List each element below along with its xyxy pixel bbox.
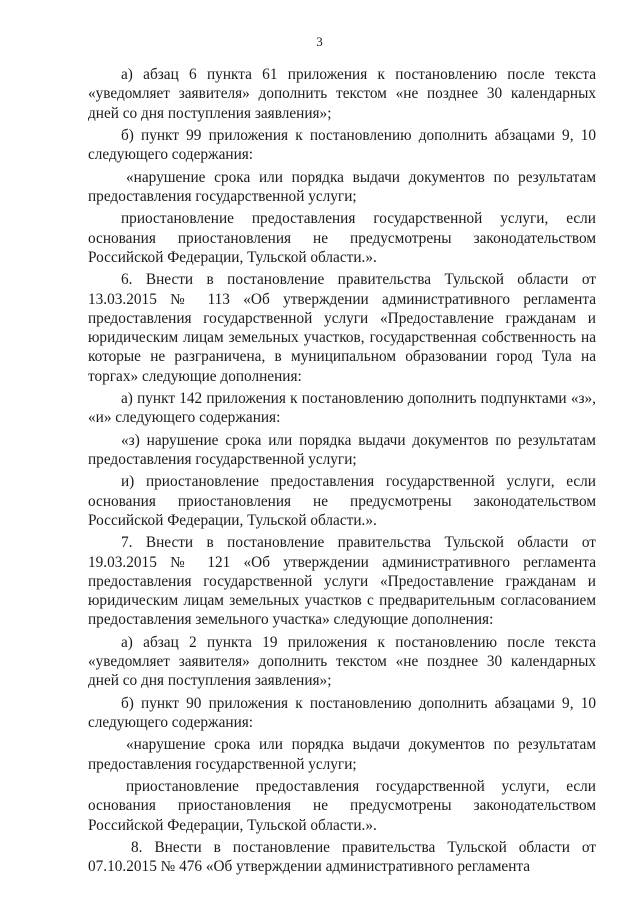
paragraph-6-z: «з) нарушение срока или порядка выдачи документов по результатам предоставления государственной услуги; (88, 431, 596, 468)
paragraph-item-7: 7. Внести в постановление правительства Тульской области от 19.03.2015 № 121 «Об утверждении административного регламента предоставления государственной услуги «Предоставление гражданам и юридическим лицам земельных участков с предварительным согласованием предоставления земельного участка» следующие дополнения: (88, 534, 596, 629)
paragraph-item-6: 6. Внести в постановление правительства Тульской области от 13.03.2015 № 113 «Об утверждении административного регламента предоставления государственной услуги «Предоставление гражданам и юридическим лицам земельных участков, государственная собственность на которые не разграничена, в муниципальном образовании город Тула на торгах» следующие дополнения: (88, 271, 596, 385)
paragraph-6a: а) абзац 6 пункта 61 приложения к постановлению после текста «уведомляет заявителя» дополнить текстом «не позднее 30 календарных дней со дня поступления заявления»; (88, 66, 596, 122)
paragraph-7-b: б) пункт 90 приложения к постановлению дополнить абзацами 9, 10 следующего содержания: (88, 694, 596, 731)
paragraph-7-quote-violation: «нарушение срока или порядка выдачи документов по результатам предоставления государственной услуги; (88, 736, 596, 773)
paragraph-6-a: а) пункт 142 приложения к постановлению дополнить подпунктами «з», «и» следующего содержания: (88, 389, 596, 427)
paragraph-quote-suspension: приостановление предоставления государственной услуги, если основания приостановления не предусмотрены законодательством Российской Федерации, Тульской области.». (88, 210, 596, 266)
paragraph-6-i: и) приостановление предоставления государственной услуги, если основания приостановления не предусмотрены законодательством Российской Федерации, Тульской области.». (88, 473, 596, 529)
paragraph-7-a: а) абзац 2 пункта 19 приложения к постановлению после текста «уведомляет заявителя» дополнить текстом «не позднее 30 календарных дней со дня поступления заявления»; (88, 633, 596, 690)
page-number: 3 (316, 34, 323, 49)
paragraph-6b: б) пункт 99 приложения к постановлению дополнить абзацами 9, 10 следующего содержания: (88, 126, 596, 164)
document-body (88, 65, 596, 880)
paragraph-item-8: 8. Внести в постановление правительства Тульской области от 07.10.2015 № 476 «Об утверждении административного регламента (88, 838, 596, 876)
paragraph-7-quote-suspension: приостановление предоставления государственной услуги, если основания приостановления не предусмотрены законодательством Российской Федерации, Тульской области.». (88, 778, 596, 834)
paragraph-quote-violation: «нарушение срока или порядка выдачи документов по результатам предоставления государственной услуги; (88, 168, 596, 205)
